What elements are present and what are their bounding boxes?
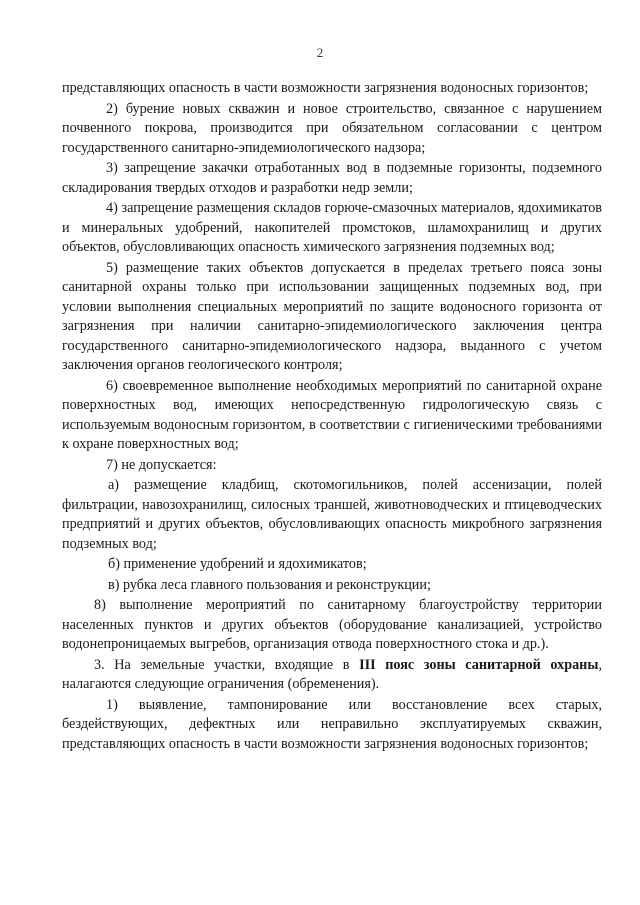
paragraph-subitem-a: а) размещение кладбищ, скотомогильников, полей ассенизации, полей фильтрации, навозохранилищ, силосных траншей, животноводческих и птицеводческих предприятий и других объектов, обусловливающих опасность микробного загрязнения подземных вод; [62,477,602,552]
paragraph-item-4: 4) запрещение размещения складов горюче-смазочных материалов, ядохимикатов и минеральных удобрений, накопителей промстоков, шламохранилищ и других объектов, обусловливающих опасность химического загрязнения подземных вод; [62,200,602,255]
section-3-zone-name: III пояс зоны санитарной охраны [359,656,599,673]
paragraph-subitem-v: в) рубка леса главного пользования и реконструкции; [108,576,431,593]
paragraph-item-2: 2) бурение новых скважин и новое строительство, связанное с нарушением почвенного покрова, производится при обязательном согласовании с центром государственного санитарно-эпидемиологического надзора; [62,100,602,156]
paragraph-item-5: 5) размещение таких объектов допускается в пределах третьего пояса зоны санитарной охраны только при использовании защищенных подземных вод, при условии выполнения специальных мероприятий по защите водоносного горизонта от загрязнения при наличии санитарно-эпидемиологического заключения центра государственного санитарно-эпидемиологического надзора, выданного с учетом заключения органов геологического контроля; [62,259,602,373]
document-body [62,79,602,754]
paragraph-item-8: 8) выполнение мероприятий по санитарному благоустройству территории населенных пунктов и других объектов (оборудование канализацией, устройство водонепроницаемых выгребов, организация отвода поверхностного стока и др.). [62,597,602,652]
section-3-intro: 3. На земельные участки, входящие в [94,656,360,673]
paragraph-item-6: 6) своевременное выполнение необходимых мероприятий по санитарной охране поверхностных вод, имеющих непосредственную гидрологическую связь с используемым водоносным горизонтом, в соответствии с гигиеническими требованиями к охране поверхностных вод; [62,377,602,452]
paragraph-item-7: 7) не допускается: [106,456,217,473]
section-3-tail: , налагаются следующие ограничения (обременения). [62,656,602,692]
paragraph-subitem-b: б) применение удобрений и ядохимикатов; [108,556,367,572]
paragraph-continuation: представляющих опасность в части возможности загрязнения водоносных горизонтов; [62,80,589,96]
paragraph-item-3: 3) запрещение закачки отработанных вод в подземные горизонты, подземного складирования твердых отходов и разработки недр земли; [62,160,602,196]
page-number: 2 [316,45,324,60]
paragraph-section-3-item-1: 1) выявление, тампонирование или восстановление всех старых, бездействующих, дефектных или неправильно эксплуатируемых скважин, представляющих опасность в части возможности загрязнения водоносных горизонтов; [62,696,602,752]
paragraph-section-3 [62,656,602,695]
